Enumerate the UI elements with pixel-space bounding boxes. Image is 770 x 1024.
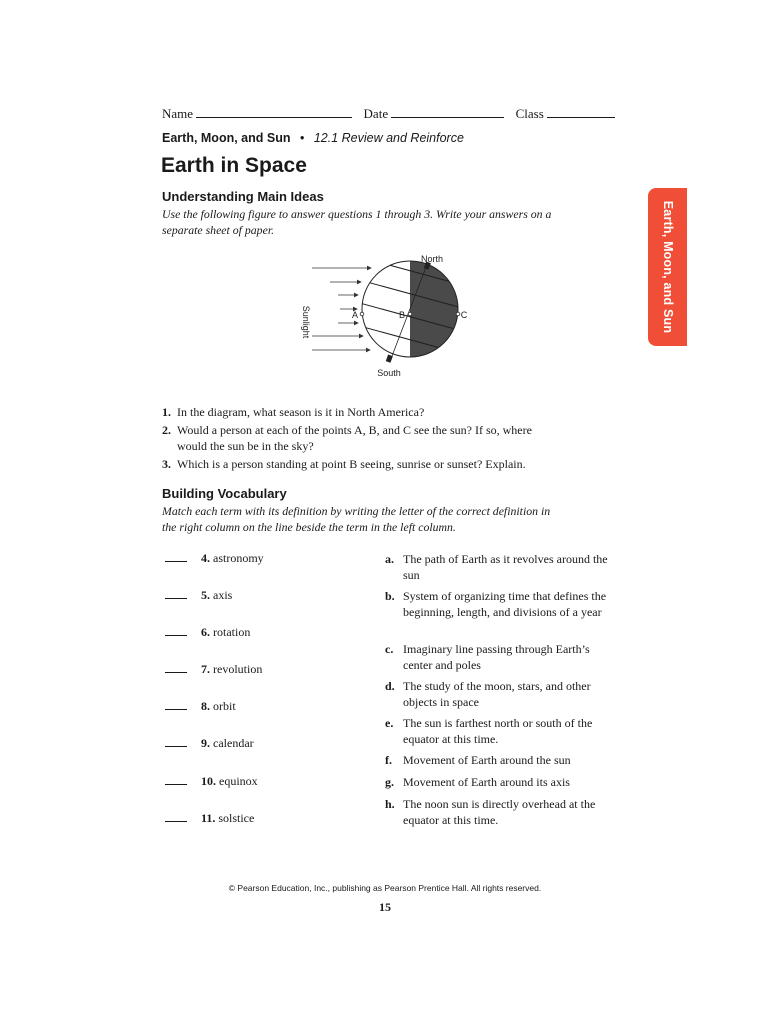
term-row [165, 551, 264, 566]
definition-letter: b. [385, 589, 395, 603]
copyright-notice: © Pearson Education, Inc., publishing as Pearson Prentice Hall. All rights reserved. [228, 883, 542, 893]
answer-blank[interactable] [165, 672, 187, 673]
main-ideas-heading: Understanding Main Ideas [162, 189, 324, 204]
definition-letter: f. [385, 753, 392, 767]
term-number: 10. [201, 774, 216, 788]
vocab-heading: Building Vocabulary [162, 486, 287, 501]
term-text: axis [213, 588, 233, 602]
name-blank[interactable] [196, 105, 352, 118]
term-row [165, 625, 250, 640]
question-number: 1. [162, 405, 171, 419]
term-text: equinox [219, 774, 258, 788]
answer-blank[interactable] [165, 746, 187, 747]
answer-blank[interactable] [165, 709, 187, 710]
question-number: 2. [162, 423, 171, 437]
term-text: rotation [213, 625, 251, 639]
definition-text: The path of Earth as it revolves around the sun [403, 552, 608, 582]
definition-e [385, 715, 610, 747]
class-blank[interactable] [547, 105, 615, 118]
question-text: Which is a person standing at point B seeing, sunrise or sunset? Explain. [177, 457, 526, 471]
term-text: revolution [213, 662, 263, 676]
student-info-line [162, 105, 615, 122]
definition-text: Imaginary line passing through Earth’s center and poles [403, 642, 590, 672]
term-text: solstice [218, 811, 255, 825]
definition-letter: h. [385, 797, 395, 811]
term-row [165, 699, 236, 714]
term-number: 4. [201, 551, 210, 565]
point-a-label: A [351, 310, 359, 320]
definition-h [385, 796, 610, 828]
term-row [165, 736, 254, 751]
definition-text: Movement of Earth around the sun [403, 753, 571, 767]
answer-blank[interactable] [165, 784, 187, 785]
definition-g [385, 774, 610, 790]
point-a-marker [360, 312, 364, 316]
question-text: Would a person at each of the points A, B, and C see the sun? If so, where [177, 423, 532, 437]
term-row [165, 588, 232, 603]
term-number: 6. [201, 625, 210, 639]
term-text: astronomy [213, 551, 264, 565]
definition-letter: c. [385, 642, 394, 656]
definition-a [385, 551, 610, 583]
chapter-line [162, 131, 464, 145]
term-row [165, 774, 258, 789]
answer-blank[interactable] [165, 598, 187, 599]
earth-diagram [296, 248, 496, 383]
point-c-marker [456, 312, 460, 316]
chapter-bullet: • [299, 131, 305, 145]
south-label: South [377, 368, 401, 378]
point-b-label: B [398, 310, 406, 320]
answer-blank[interactable] [165, 635, 187, 636]
north-label: North [420, 254, 444, 264]
term-row [165, 662, 262, 677]
term-number: 7. [201, 662, 210, 676]
definition-text: System of organizing time that defines the beginning, length, and divisions of a year [403, 589, 607, 619]
definition-text: The study of the moon, stars, and other objects in space [403, 679, 591, 709]
definition-d [385, 678, 610, 710]
side-tab [648, 188, 687, 346]
point-b-marker [408, 312, 412, 316]
date-label: Date [363, 106, 389, 121]
page-number: 15 [379, 900, 391, 914]
point-c-label: C [460, 310, 468, 320]
definition-text: The noon sun is directly overhead at the equator at this time. [403, 797, 596, 827]
term-row [165, 811, 254, 826]
answer-blank[interactable] [165, 821, 187, 822]
vocab-instructions: Match each term with its definition by writing the letter of the correct definition in the right column on the line beside the term in the left column. [162, 504, 551, 534]
class-label: Class [515, 106, 544, 121]
term-text: calendar [213, 736, 254, 750]
definition-letter: g. [385, 775, 394, 789]
side-tab-label: Earth, Moon, and Sun [660, 200, 675, 334]
answer-blank[interactable] [165, 561, 187, 562]
definition-letter: d. [385, 679, 395, 693]
term-number: 9. [201, 736, 210, 750]
term-text: orbit [213, 699, 236, 713]
question-3 [162, 456, 562, 472]
page-title: Earth in Space [161, 154, 307, 177]
earth-sunlight-figure [296, 248, 496, 388]
definition-letter: a. [385, 552, 394, 566]
date-blank[interactable] [391, 105, 504, 118]
definition-f [385, 752, 610, 768]
definition-b [385, 588, 610, 620]
name-label: Name [162, 106, 194, 121]
definition-text: The sun is farthest north or south of the equator at this time. [403, 716, 593, 746]
question-1 [162, 404, 562, 420]
term-number: 11. [201, 811, 216, 825]
main-ideas-instructions: Use the following figure to answer questions 1 through 3. Write your answers on a separate sheet of paper. [162, 207, 552, 237]
definition-c [385, 641, 610, 673]
definition-text: Movement of Earth around its axis [403, 775, 570, 789]
term-number: 8. [201, 699, 210, 713]
definition-letter: e. [385, 716, 394, 730]
question-number: 3. [162, 457, 171, 471]
question-2 [162, 422, 562, 454]
question-text: In the diagram, what season is it in North America? [177, 405, 425, 419]
chapter-title: Earth, Moon, and Sun [162, 131, 291, 145]
question-text-continued: would the sun be in the sky? [177, 439, 314, 453]
term-number: 5. [201, 588, 210, 602]
sunlight-label: Sunlight [301, 305, 311, 339]
section-title: 12.1 Review and Reinforce [313, 131, 464, 145]
